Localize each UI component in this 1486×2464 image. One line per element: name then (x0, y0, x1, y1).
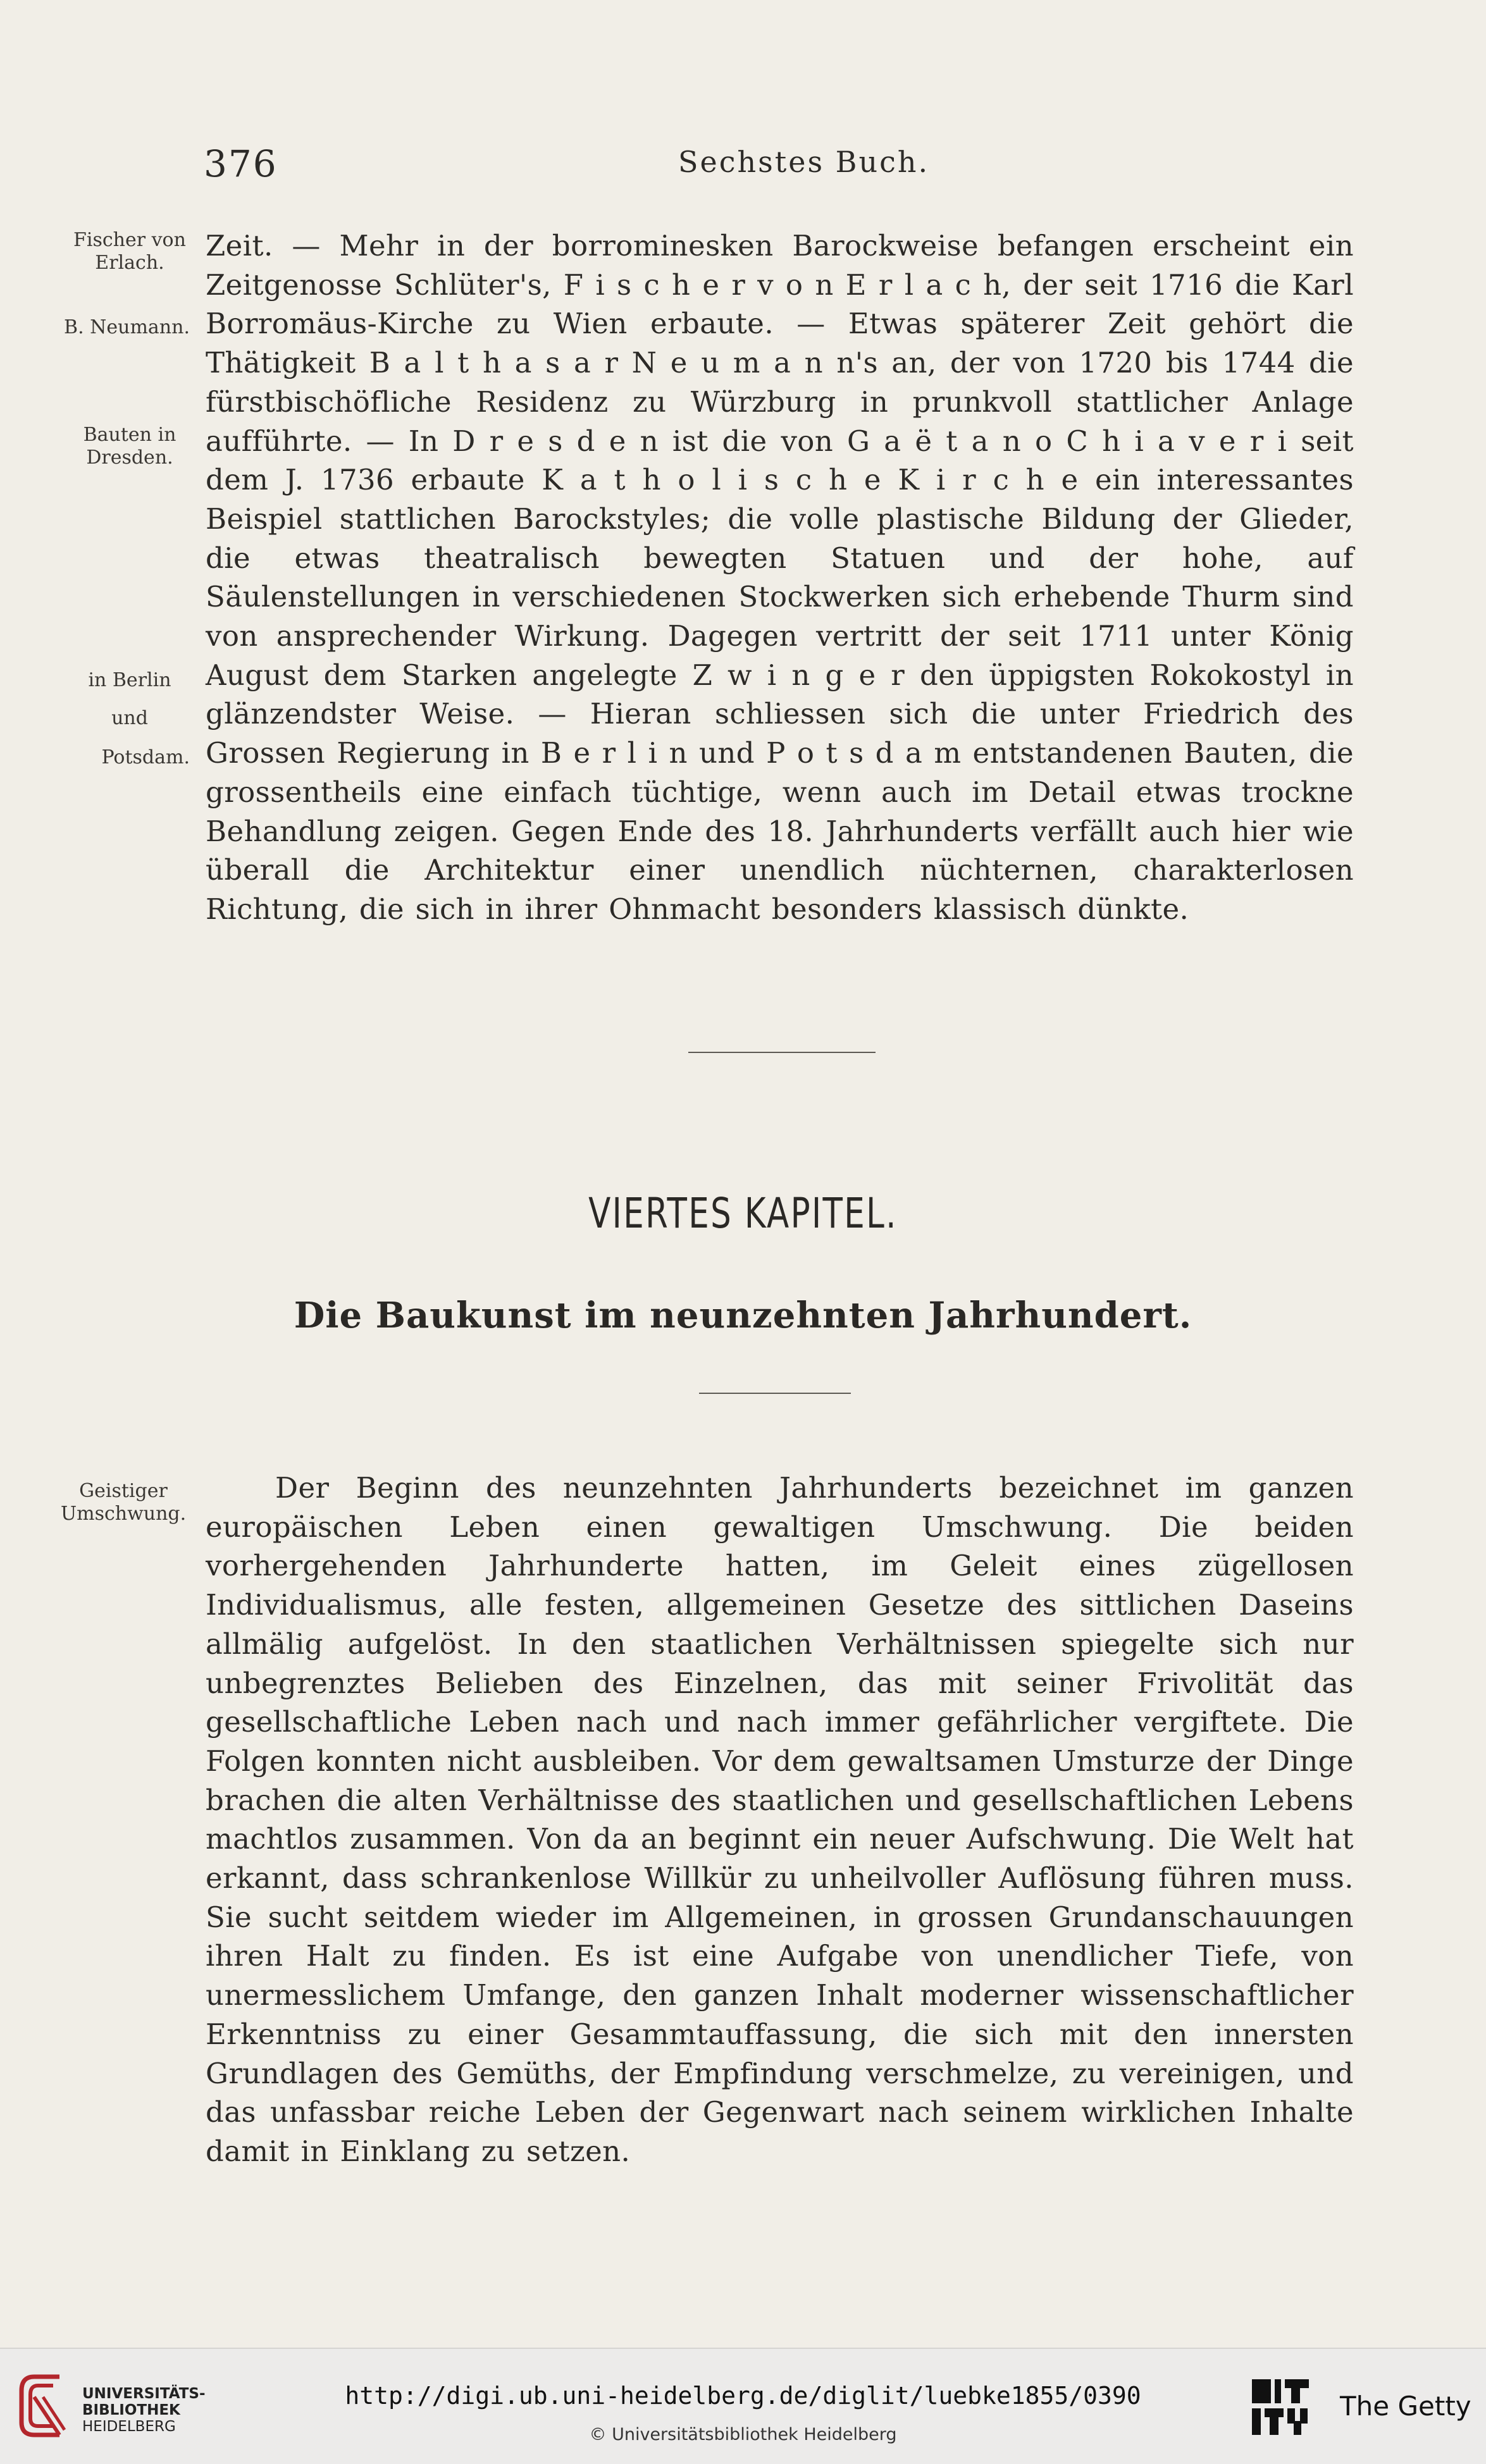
margin-note-berlin: in Berlin (88, 669, 171, 691)
library-line: HEIDELBERG (82, 2418, 176, 2435)
page-header (204, 142, 1353, 193)
margin-note-neumann: B. Neumann. (64, 316, 190, 338)
chapter-number: VIERTES KAPITEL. (588, 1189, 898, 1238)
paragraph: Zeit. — Mehr in der borrominesken Barockweise befangen erscheint ein Zeitgenosse Schlüter's, F i s c h e r v o n E r l a c h, der seit 1716 die Karl Borromäus-Kirche zu Wien erbaute. — Etwas späterer Zeit gehört die Thätigkeit B a l t h a s a r N e u m a n n's an, der von 1720 bis 1744 die fürstbischöfliche Residenz zu Würzburg in prunkvoll stattlicher Anlage aufführte. — In D r e s d e n ist die von G a ë t a n o C h i a v e r i seit dem J. 1736 erbaute K a t h o l i s c h e K i r c h e ein interessantes Beispiel stattlichen Barockstyles; die volle plastische Bildung der Glieder, die etwas theatralisch bewegten Statuen und der hohe, auf Säulenstellungen in verschiedenen Stockwerken sich erhebende Thurm sind von ansprechender Wirkung. Dagegen vertritt der seit 1711 unter König August dem Starken angelegte Z w i n g e r den üppigsten Rokokostyl in glänzendster Weise. — Hieran schliessen sich die unter Friedrich des Grossen Regierung in B e r l i n und P o t s d a m entstandenen Bauten, die grossentheils eine einfach tüchtige, wenn auch im Detail etwas trockne Behandlung zeigen. Gegen Ende des 18. Jahrhunderts verfällt auch hier wie überall die Architektur einer unendlich nüchternen, charakterlosen Richtung, die sich in ihrer Ohnmacht besonders klassisch dünkte. (206, 229, 1354, 926)
paragraph: Der Beginn des neunzehnten Jahrhunderts bezeichnet im ganzen europäischen Leben einen gewaltigen Umschwung. Die beiden vorhergehenden Jahrhunderte hatten, im Geleit eines zügellosen Individualismus, alle festen, allgemeinen Gesetze des sittlichen Daseins allmälig aufgelöst. In den staatlichen Verhältnissen spiegelte sich nur unbegrenztes Belieben des Einzelnen, das mit seiner Frivolität das gesellschaftliche Leben nach und nach immer gefährlicher vergiftete. Die Folgen konnten nicht ausbleiben. Vor dem gewaltsamen Umsturze der Dinge brachen die alten Verhältnisse des staatlichen und gesellschaftlichen Lebens machtlos zusammen. Von da an beginnt ein neuer Aufschwung. Die Welt hat erkannt, dass schrankenlose Willkür zu unheilvoller Auflösung führen muss. Sie sucht seitdem wieder im Allgemeinen, in grossen Grundanschauungen ihren Halt zu finden. Es ist eine Aufgabe von unendlicher Tiefe, von unermesslichem Umfange, den ganzen Inhalt moderner wissenschaftlicher Erkenntniss zu einer Gesammtauffassung, die sich mit den innersten Grundlagen des Gemüths, der Empfindung verschmelze, zu vereinigen, und das unfassbar reiche Leben der Gegenwart nach seinem wirklichen Inhalte damit in Einklang zu setzen. (206, 1471, 1354, 2168)
library-line: UNIVERSITÄTS- (82, 2386, 206, 2402)
margin-note-und: und (111, 707, 148, 729)
viewer-footer (0, 2348, 1486, 2464)
margin-note-dresden: Bauten in Dresden. (83, 424, 176, 469)
margin-note-fischer: Fischer von Erlach. (73, 229, 186, 274)
margin-note-umschwung: Geistiger Umschwung. (60, 1480, 187, 1525)
margin-note-potsdam: Potsdam. (101, 746, 190, 768)
divider-rule (699, 1393, 851, 1394)
getty-name: The Getty (1340, 2391, 1471, 2422)
chapter-title: Die Baukunst im neunzehnten Jahrhundert. (294, 1295, 1192, 1336)
getty-logo-icon (1249, 2375, 1313, 2439)
divider-rule (688, 1052, 876, 1053)
running-title: Sechstes Buch. (678, 145, 930, 179)
library-line: BIBLIOTHEK (82, 2402, 180, 2418)
copyright-notice: © Universitätsbibliothek Heidelberg (589, 2425, 897, 2444)
section-1-text (206, 226, 1354, 929)
permalink-url[interactable]: http://digi.ub.uni-heidelberg.de/diglit/luebke1855/0390 (345, 2382, 1141, 2410)
page-number: 376 (204, 142, 278, 185)
section-2-text (206, 1469, 1354, 2171)
